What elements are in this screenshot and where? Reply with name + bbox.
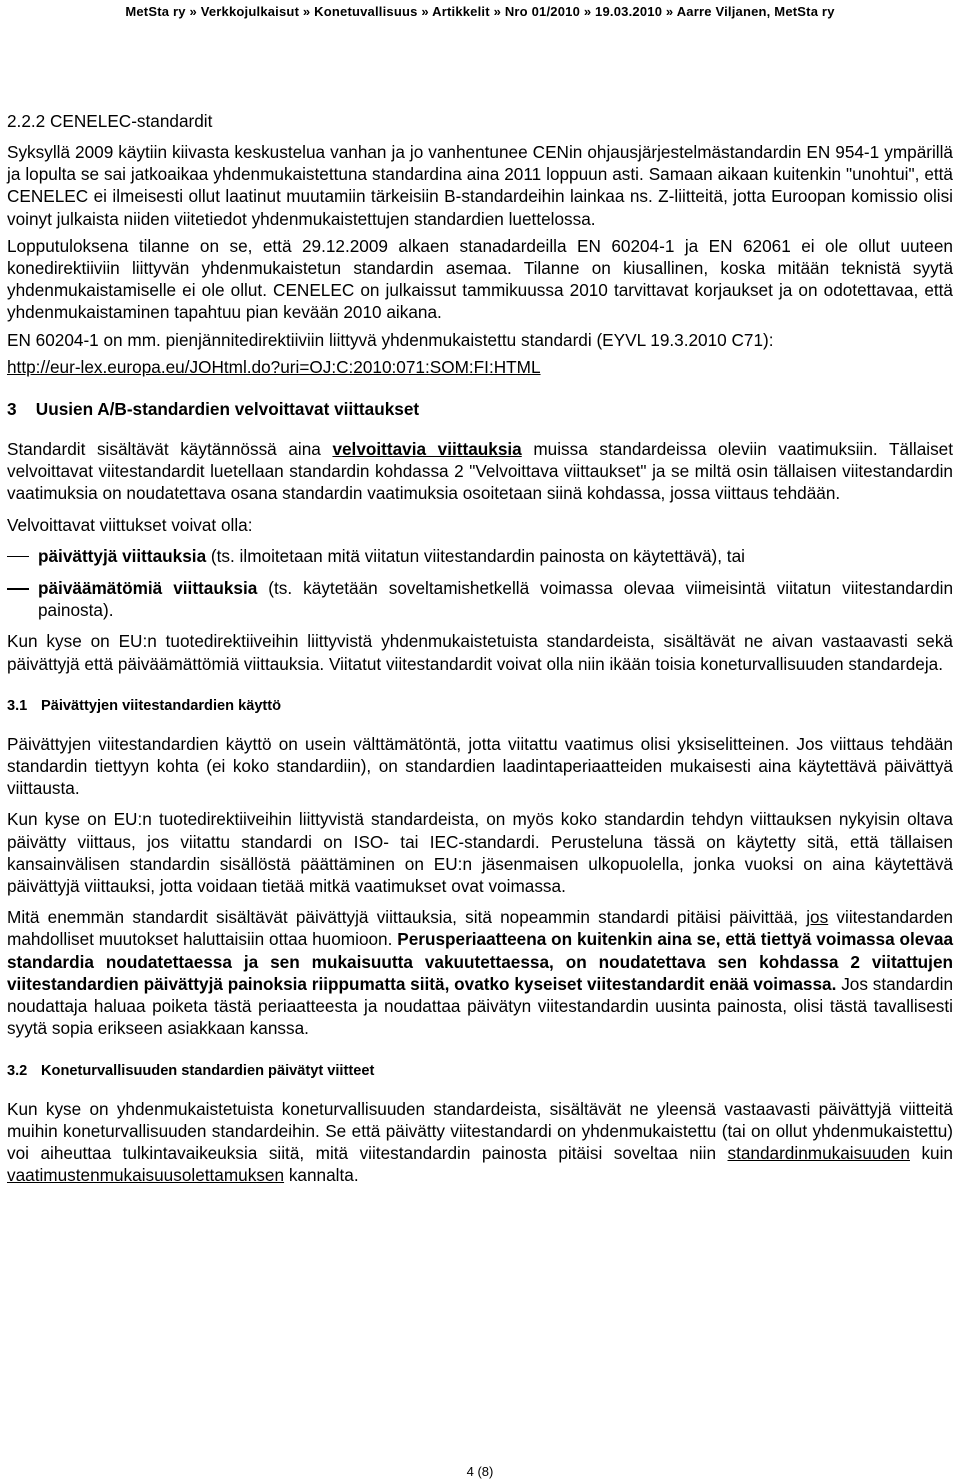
page-number: 4 (8) (466, 1464, 494, 1479)
dash-bullet-icon (7, 545, 38, 567)
page-header: MetSta ry » Verkkojulkaisut » Konetuvallisuus » Artikkelit » Nro 01/2010 » 19.03.2010 » Aarre Viljanen, MetSta ry (125, 4, 835, 19)
paragraph: Lopputuloksena tilanne on se, että 29.12.2009 alkaen stanadardeilla EN 60204-1 ja EN 62061 ei ole ollut uuteen konedirektiiviin liittyvän yhdenmukaistetun standardin asemaa. Tilanne on kiusallinen, koska mitään teknistä syytä yhdenmukaistamiselle ei ole ollut. CENELEC on julkaissut tammikuussa 2010 tarvittavat korjaukset ja on odotettavaa, että yhdenmukaistaminen tapahtuu pian kevään 2010 aikana. (7, 235, 953, 323)
emphasis: velvoittavia viittauksia (332, 439, 522, 460)
list-item: päiväämätömiä viittauksia (ts. käytetään soveltamishetkellä voimassa olevaa viimeisintä viitatun viitestandardin painosta). (7, 577, 953, 621)
paragraph: Syksyllä 2009 käytiin kiivasta keskustelua vanhan ja jo vanhentunee CENin ohjausjärjestelmästandardin EN 954-1 ympärillä ja lopulta se sai jatkoaikaa yhdenmukaistettuna standardina aina 2011 loppuun asti. Samaan aikaan kuitenkin "unohtui", että CENELEC ei ilmeisesti ollut laatinut muutamiin tärkeisiin B-standardeihin lainkaa ns. Z-liitteitä, jotta Euroopan komissio olisi voinyt julkaista niiden viitetiedot yhdenmukaistettujen standardien luettelossa. (7, 142, 953, 229)
paragraph: EN 60204-1 on mm. pienjännitedirektiiviin liittyvä yhdenmukaistettu standardi (EYVL 19.3.2010 C71): (7, 329, 774, 350)
paragraph: Kun kyse on EU:n tuotedirektiiveihin liittyvistä yhdenmukaistetuista standardeista, sisältävät ne aivan vastaavasti sekä päivättyjä että päiväämättömiä viittauksia. Viitatut viitestandardit voivat olla niin ikään toisia koneturvallisuuden standardeja. (7, 631, 953, 674)
section-heading-3 (7, 398, 953, 420)
paragraph: Päivättyjen viitestandardien käyttö on usein välttämätöntä, jotta viitattu vaatimus olisi yksiselitteinen. Jos viittaus tehdään standardin tiettyyn kohta (ei koko standardiin), on standardien laadintaperiaatteiden mukaisesti aina käytettävä päivättyä viittausta. (7, 733, 953, 799)
paragraph: Kun kyse on yhdenmukaistetuista koneturvallisuuden standardeista, sisältävät ne yleensä vastaavasti päivättyjä viitteitä muihin koneturvallisuuden standardeihin. Se että päivätty viitestandardi on yhdenmukaistettu (tai on ollut yhdenmukaistettu) voi aiheuttaa tulkintavaikeuksia siitä, mitä viitestandardin painosta pitäisi soveltaa niin standardinmukaisuuden kuin vaatimustenmukaisuusolettamuksen kannalta. (7, 1098, 953, 1186)
link-paragraph (7, 356, 953, 378)
paragraph: Kun kyse on EU:n tuotedirektiiveihin liittyvistä standardeista, on myös koko standardin tehdyn viittauksen nykyisin oltava päivätty viittaus, jos viitattu standardi on ISO- tai IEC-standardi. Perusteluna tässä on käytetty sitä, että tällaisen kansainvälisen standardin sisällöstä päättäminen on EU:n jäsenmaisen ulkopuolella, jonka vuoksi on aina käytettävä päivättyjä viittauksi, jotta voidaan tietää mitkä vaatimukset ovat voimassa. (7, 809, 953, 897)
section-heading-3-2: 3.2 Koneturvallisuuden standardien päivätyt viitteet (7, 1062, 375, 1079)
section-title: Uusien A/B-standardien velvoittavat viittaukset (35, 399, 420, 420)
section-number: 3 (7, 399, 17, 420)
list-item: päivättyjä viittauksia (ts. ilmoitetaan mitä viitatun viitestandardin painosta on käytettävä), tai (7, 545, 953, 567)
paragraph: Mitä enemmän standardit sisältävät päivättyjä viittauksia, sitä nopeammin standardi pitäisi päivittää, jos viitestandarden mahdolliset muutokset haluttaisiin ottaa huomioon. Perusperiaatteena on kuitenkin aina se, että tiettyä voimassa olevaa standardia noudatettaessa ja sen mukaisuutta vakuutettaessa, on noudatettava sen kohdassa 2 viitattujen viitestandardien päivättyjä painoksia riippumatta siitä, ovatko kyseiset viitestandardit enää voimassa. Jos standardin noudattaja haluaa poiketa tästä periaatteesta ja noudattaa päivätyn viitestandardin uusinta painosta, olisi tästä tavallisesti syytä sopia erikseen asiakkaan kanssa. (7, 907, 954, 1039)
section-heading-2-2-2: 2.2.2 CENELEC-standardit (7, 111, 213, 131)
section-heading-3-1: 3.1 Päivättyjen viitestandardien käyttö (7, 697, 282, 714)
dash-bullet-icon (7, 577, 38, 621)
paragraph: Velvoittavat viittukset voivat olla: (7, 514, 253, 535)
document-body (7, 110, 953, 1186)
list (7, 545, 953, 622)
eur-lex-link[interactable]: http://eur-lex.europa.eu/JOHtml.do?uri=OJ:C:2010:071:SOM:FI:HTML (7, 356, 541, 377)
paragraph: Standardit sisältävät käytännössä aina velvoittavia viittauksia muissa standardeissa oleviin vaatimuksiin. Tällaiset velvoittavat viitestandardit luetellaan standardin kohdassa 2 "Velvoittava viittaukset" ja se miltä osin tällaisen viitestandardin vaatimuksia on noudatettava osana standardin vaatimuksia osoitetaan siinä kohdassa, jossa viittaus tehdään. (7, 439, 953, 504)
